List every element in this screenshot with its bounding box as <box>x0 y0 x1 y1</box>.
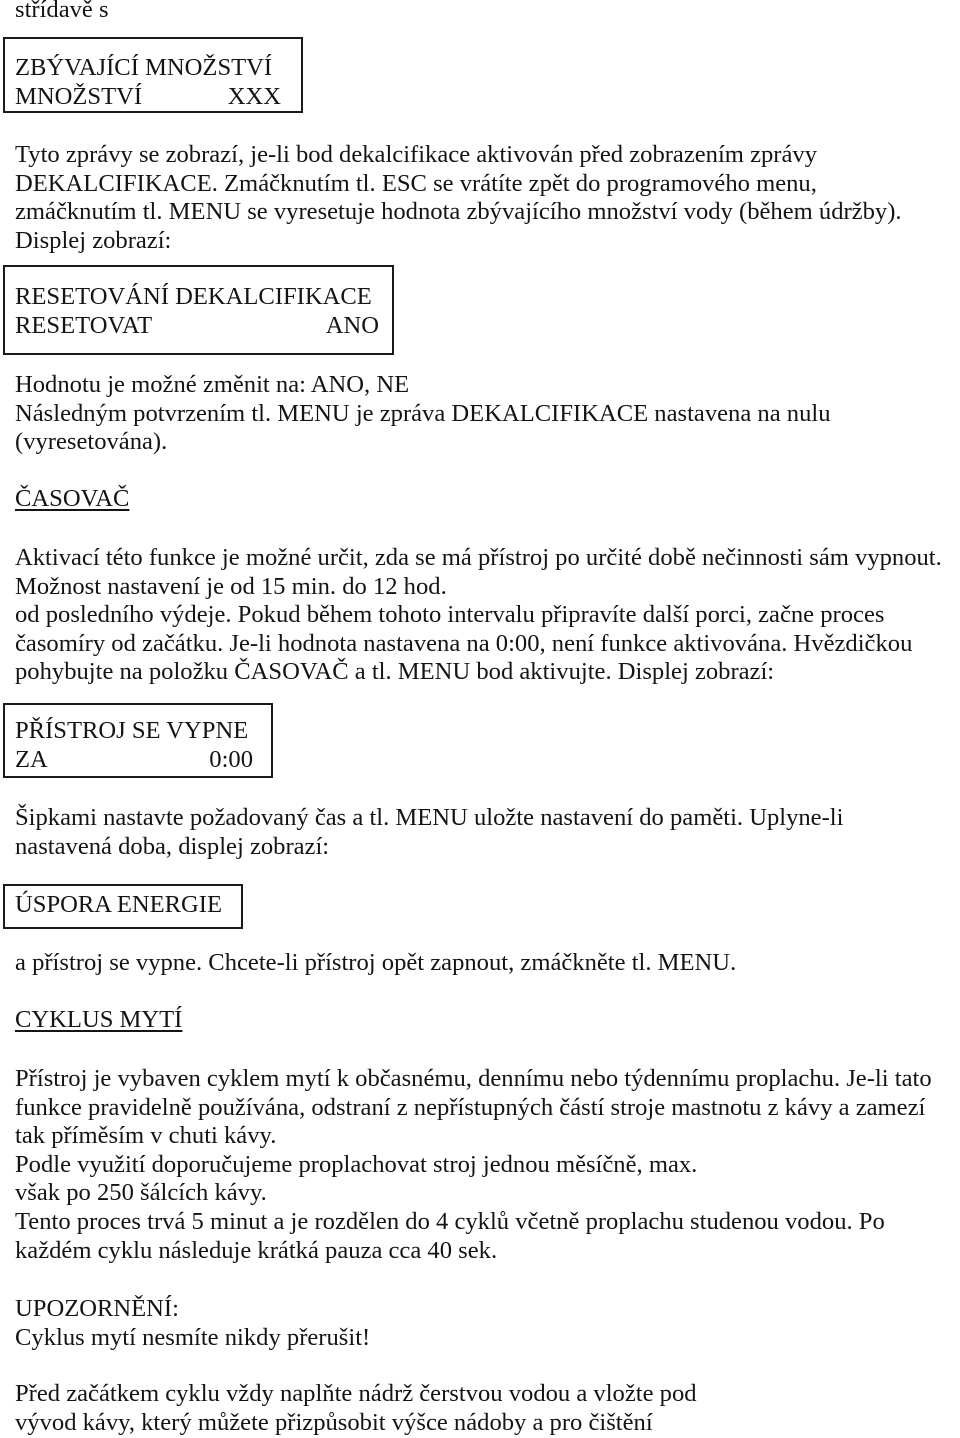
text-line: (vyresetována). <box>15 428 168 456</box>
text-line: Displej zobrazí: <box>15 226 172 254</box>
display-value: 0:00 <box>209 745 253 773</box>
text-line: Šipkami nastavte požadovaný čas a tl. MENU uložte nastavení do paměti. Uplyne-li <box>15 804 844 831</box>
display-box-timer <box>3 703 273 778</box>
timer-note-paragraph <box>15 804 843 861</box>
display-row <box>15 746 253 775</box>
section-heading-timer <box>15 485 129 514</box>
text-line: Aktivací této funkce je možné určit, zda se má přístroj po určité době nečinnosti sám vypnout. <box>15 544 942 571</box>
heading-text: CYKLUS MYTÍ <box>15 1006 183 1033</box>
text-line: každém cyklu následuje krátká pauza cca 40 sek. <box>15 1236 498 1264</box>
text-line: pohybujte na položku ČASOVAČ a tl. MENU bod aktivujte. Displej zobrazí: <box>15 658 775 686</box>
display-title: ZBÝVAJÍCÍ MNOŽSTVÍ <box>15 54 273 81</box>
text-line: od posledního výdeje. Pokud během tohoto intervalu připravíte další porci, začne proces <box>15 601 885 629</box>
wash-cycle-paragraph <box>15 1065 932 1265</box>
text-line: Možnost nastavení je od 15 min. do 12 hod. <box>15 572 447 600</box>
text-line: Hodnotu je možné změnit na: ANO, NE <box>15 371 410 398</box>
display-title: RESETOVÁNÍ DEKALCIFIKACE <box>15 283 372 310</box>
reset-note-paragraph <box>15 371 831 457</box>
text-line: Přístroj je vybaven cyklem mytí k občasnému, dennímu nebo týdennímu proplachu. Je-li tato <box>15 1065 932 1092</box>
display-row <box>15 83 281 112</box>
warning-heading: UPOZORNĚNÍ: <box>15 1295 179 1322</box>
text-line: časomíry od začátku. Je-li hodnota nastavena na 0:00, není funkce aktivována. Hvězdičkou <box>15 629 913 657</box>
display-title: PŘÍSTROJ SE VYPNE <box>15 717 249 744</box>
timer-paragraph <box>15 544 942 687</box>
text-line: zmáčknutím tl. MENU se vyresetuje hodnota zbývajícího množství vody (během údržby). <box>15 198 902 226</box>
text-line: vývod kávy, který můžete přizpůsobit výšce nádoby a pro čištění <box>15 1408 653 1436</box>
energy-note-paragraph <box>15 949 736 978</box>
warning-text: Cyklus mytí nesmíte nikdy přerušit! <box>15 1323 371 1351</box>
display-value: ANO <box>325 311 379 339</box>
section-heading-wash-cycle <box>15 1006 182 1035</box>
display-label: RESETOVAT <box>15 311 153 339</box>
display-label: ZA <box>15 745 48 773</box>
text-line: funkce pravidelně používána, odstraní z nepřístupných částí stroje mastnotu z kávy a zamezí <box>15 1093 926 1121</box>
text-line: Tento proces trvá 5 minut a je rozdělen do 4 cyklů včetně proplachu studenou vodou. Po <box>15 1207 885 1235</box>
decalc-note-paragraph <box>15 141 902 255</box>
display-box-remaining-quantity <box>3 37 303 113</box>
display-box-energy-saving <box>3 884 243 929</box>
heading-text: ČASOVAČ <box>15 485 130 512</box>
text-line: Následným potvrzením tl. MENU je zpráva DEKALCIFIKACE nastavena na nulu <box>15 399 831 427</box>
text-line: DEKALCIFIKACE. Zmáčknutím tl. ESC se vrátíte zpět do programového menu, <box>15 169 817 197</box>
text-line: Před začátkem cyklu vždy naplňte nádrž čerstvou vodou a vložte pod <box>15 1380 697 1407</box>
display-value: XXX <box>227 82 281 110</box>
text-line: a přístroj se vypne. Chcete-li přístroj opět zapnout, zmáčkněte tl. MENU. <box>15 949 737 976</box>
intro-text <box>15 0 109 25</box>
text-line: nastavená doba, displej zobrazí: <box>15 832 330 860</box>
final-note-paragraph <box>15 1380 697 1437</box>
display-label: MNOŽSTVÍ <box>15 82 143 110</box>
display-box-reset-decalc <box>3 265 394 355</box>
display-row <box>15 312 379 341</box>
display-title: ÚSPORA ENERGIE <box>15 891 223 918</box>
warning-paragraph <box>15 1295 370 1352</box>
text-line: střídavě s <box>15 0 109 23</box>
text-line: Tyto zprávy se zobrazí, je-li bod dekalcifikace aktivován před zobrazením zprávy <box>15 141 817 168</box>
text-line: však po 250 šálcích kávy. <box>15 1179 267 1207</box>
text-line: Podle využití doporučujeme proplachovat stroj jednou měsíčně, max. <box>15 1150 698 1178</box>
text-line: tak příměsím v chuti kávy. <box>15 1122 277 1150</box>
